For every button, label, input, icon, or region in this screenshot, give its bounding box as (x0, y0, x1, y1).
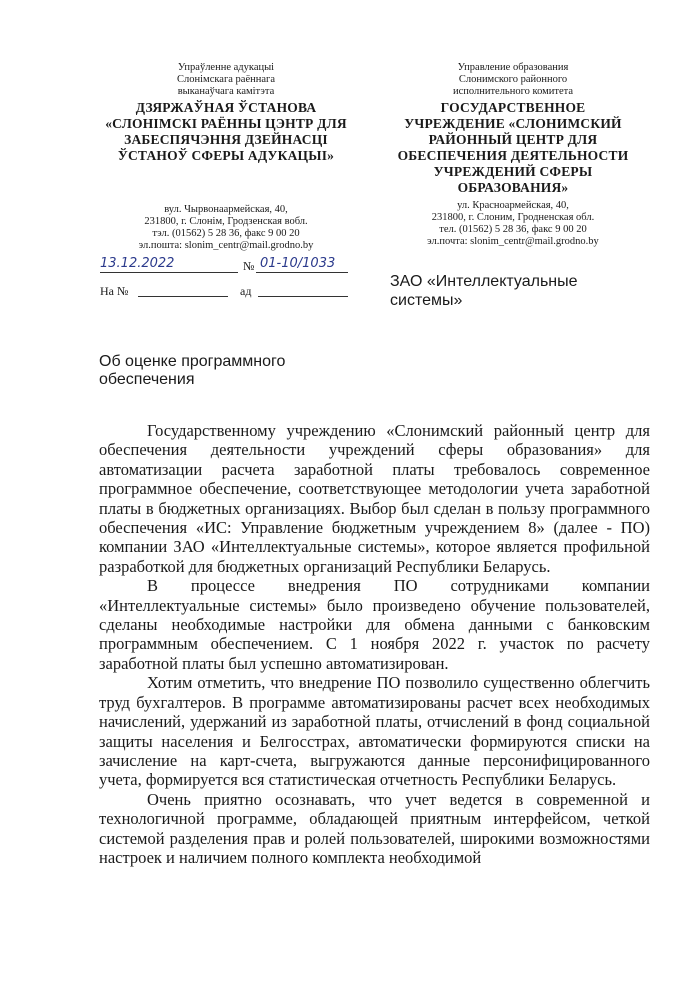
organization-name: ДЗЯРЖАЎНАЯ ЎСТАНОВА «СЛОНІМСКІ РАЁННЫ ЦЭНТР ДЛЯ ЗАБЕСПЯЧЭННЯ ДЗЕЙНАСЦІ ЎСТАНОЎ СФЕРЫ АДУКАЦЫІ» (105, 100, 347, 163)
organization-name: ГОСУДАРСТВЕННОЕ УЧРЕЖДЕНИЕ «СЛОНИМСКИЙ РАЙОННЫЙ ЦЕНТР ДЛЯ ОБЕСПЕЧЕНИЯ ДЕЯТЕЛЬНОСТИ УЧРЕЖДЕНИЙ СФЕРЫ ОБРАЗОВАНИЯ» (397, 100, 629, 195)
registration-date: 13.12.2022 (100, 256, 175, 271)
reference-label: На № (100, 284, 129, 298)
paragraph: Очень приятно осознавать, что учет ведется в современной и технологичной программе, обладающей приятным интерфейсом, четкой системой разделения прав и ролей пользователей, широкими возможностями настроек и наличием полного комплекта необходимой (99, 789, 650, 867)
organization-address: ул. Красноармейская, 40, 231800, г. Слоним, Гродненская обл. тел. (01562) 5 28 36, факс 9 00 20 эл.почта: slonim_centr@mail.grodno.by (427, 200, 599, 247)
paragraph: Хотим отметить, что внедрение ПО позволило существенно облегчить труд бухгалтеров. В программе автоматизированы расчет всех необходимых начислений, удержаний из заработной платы, отчислений в фонд социальной защиты населения и Белгосстрах, автоматически формируются списки на зачисление на карт-счета, выгружаются данные персонифицированного учета, формируется вся статистическая отчетность Республики Беларусь. (99, 673, 650, 790)
issuer-line: выканаўчага камітэта (177, 86, 275, 97)
paragraph: В процессе внедрения ПО сотрудниками компании «Интеллектуальные системы» было произведено обучение пользователей, сделаны необходимые настройки для обмена данными с банковским программным обеспечением. С 1 ноября 2022 г. участок по расчету заработной платы был успешно автоматизирован. (99, 576, 650, 673)
date-underline (100, 272, 238, 273)
recipient: ЗАО «Интеллектуальные системы» (390, 273, 578, 309)
letter-subject: Об оценке программного обеспечения (99, 353, 286, 388)
number-underline (256, 272, 348, 273)
registration-number: 01-10/1033 (260, 256, 336, 271)
issuer-line: Слонимского районного (458, 74, 568, 85)
reference-number-underline (138, 296, 228, 297)
issuer-line: исполнительного комитета (452, 86, 574, 97)
organization-address: вул. Чырвонаармейская, 40, 231800, г. Слонім, Гродзенская вобл. тэл. (01562) 5 28 36, факс 9 00 20 эл.пошта: slonim_centr@mail.grodno.by (138, 204, 314, 251)
paragraph: Государственному учреждению «Слонимский районный центр для обеспечения деятельности учреждений сферы образования» для автоматизации расчета заработной платы требовалось современное программное обеспечение, соответствующее методологии учета заработной платы в бюджетных организациях. Выбор был сделан в пользу программного обеспечения «ИС: Управление бюджетным учреждением 8» (далее - ПО) компании ЗАО «Интеллектуальные системы», которое является профильной разработкой для бюджетных организаций Республики Беларусь. (99, 421, 650, 576)
issuer-line: Упраўленне адукацыі (177, 62, 275, 73)
letter-body (99, 421, 650, 867)
letterhead-russian (378, 62, 648, 248)
issuer-line: Слонімскага раённага (177, 74, 275, 85)
letterhead-belarusian (92, 62, 360, 252)
reference-date-underline (258, 296, 348, 297)
issuer-line: Управление образования (457, 62, 569, 73)
number-sign: № (243, 259, 255, 273)
reference-from-label: ад (240, 284, 252, 298)
